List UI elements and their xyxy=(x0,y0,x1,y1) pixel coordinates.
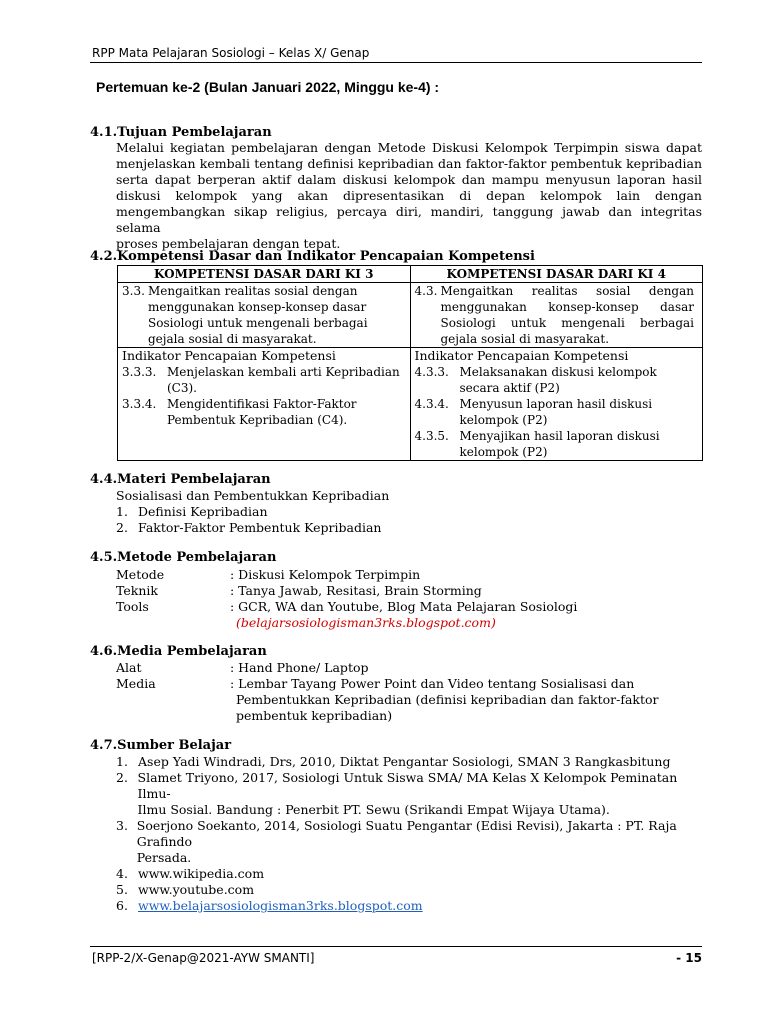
kv-value: : Lembar Tayang Power Point dan Video tentang Sosialisasi dan xyxy=(230,676,635,691)
ipk-text: Pembentuk Kepribadian (C4). xyxy=(167,413,348,427)
kv-value-cont: Pembentukkan Kepribadian (definisi kepribadian dan faktor-faktor xyxy=(236,692,659,707)
list-number: 2. xyxy=(116,770,128,785)
sumber-list xyxy=(116,754,702,914)
kv-value: : Diskusi Kelompok Terpimpin xyxy=(230,567,421,582)
kd3-cell xyxy=(118,283,411,348)
ipk-number: 4.3.4. xyxy=(414,397,449,411)
ipk-right-cell xyxy=(410,348,703,461)
kd4-header: KOMPETENSI DASAR DARI KI 4 xyxy=(410,266,703,283)
list-text: www.wikipedia.com xyxy=(138,866,265,881)
kd4-item xyxy=(415,283,699,347)
kd4-line: menggunakan konsep-konsep dasar xyxy=(440,300,694,314)
kv-row xyxy=(116,615,577,631)
blog-url-text: (belajarsosiologisman3rks.blogspot.com) xyxy=(236,615,496,630)
list-item xyxy=(116,770,702,818)
ipk-number: 3.3.4. xyxy=(122,397,157,411)
materi-list xyxy=(116,488,389,536)
list-text: Definisi Kepribadian xyxy=(138,504,268,519)
kv-key: Media xyxy=(116,676,156,691)
list-item xyxy=(116,818,702,866)
ipk-number: 4.3.3. xyxy=(414,365,449,379)
kd3-item xyxy=(122,283,406,347)
ipk-text: (C3). xyxy=(167,381,197,395)
ipk-item xyxy=(122,396,406,428)
paragraph-line: proses pembelajaran dengan tepat. xyxy=(116,236,341,251)
list-item xyxy=(116,866,702,882)
ipk-number: 3.3.3. xyxy=(122,365,157,379)
paragraph-line: mengembangkan sikap religius, percaya diri, mandiri, tanggung jawab dan integritas selama xyxy=(116,204,702,235)
list-text: Soerjono Soekanto, 2014, Sosiologi Suatu Pengantar (Edisi Revisi), Jakarta : PT. Raja Grafindo xyxy=(136,818,677,849)
footer-rule xyxy=(90,946,702,947)
list-number: 1. xyxy=(116,754,128,769)
ipk-item xyxy=(415,428,699,460)
kv-row xyxy=(116,692,659,708)
kd4-line: Mengaitkan realitas sosial dengan xyxy=(440,284,694,298)
footer-left: [RPP-2/X-Genap@2021-AYW SMANTI] xyxy=(92,951,315,965)
paragraph-line: menjelaskan kembali tentang definisi kepribadian dan faktor-faktor pembentuk kepribadian xyxy=(116,156,702,171)
ipk-text: Menyajikan hasil laporan diskusi xyxy=(459,429,660,443)
kv-row xyxy=(116,676,659,692)
ipk-left-cell xyxy=(118,348,411,461)
metode-table xyxy=(116,567,577,631)
kv-row xyxy=(116,583,577,599)
list-number: 6. xyxy=(116,898,128,913)
media-table xyxy=(116,660,659,724)
ipk-item xyxy=(122,364,406,396)
list-item xyxy=(116,882,702,898)
kv-value: : GCR, WA dan Youtube, Blog Mata Pelajaran Sosiologi xyxy=(230,599,578,614)
list-number: 3. xyxy=(116,818,128,833)
section-4-7-title: 4.7.Sumber Belajar xyxy=(90,738,232,753)
list-text: Persada. xyxy=(136,850,192,865)
ipk-text: Mengidentifikasi Faktor-Faktor xyxy=(167,397,357,411)
list-text: Faktor-Faktor Pembentuk Kepribadian xyxy=(138,520,382,535)
section-4-5-title: 4.5.Metode Pembelajaran xyxy=(90,550,277,565)
ipk-text: secara aktif (P2) xyxy=(459,381,560,395)
ipk-item xyxy=(415,396,699,428)
list-item xyxy=(116,754,702,770)
ipk-left-title: Indikator Pencapaian Kompetensi xyxy=(122,348,336,363)
kv-key: Teknik xyxy=(116,583,158,598)
competency-table xyxy=(117,265,703,461)
ipk-text: Melaksanakan diskusi kelompok xyxy=(459,365,657,379)
section-4-4-title: 4.4.Materi Pembelajaran xyxy=(90,472,271,487)
list-item xyxy=(116,504,389,520)
kd3-line: menggunakan konsep-konsep dasar xyxy=(148,300,367,314)
paragraph-line: diskusi kelompok yang akan dipresentasikan di depan kelompok lain dengan xyxy=(116,188,702,203)
list-number: 5. xyxy=(116,882,128,897)
list-number: 4. xyxy=(116,866,128,881)
ipk-text: Menyusun laporan hasil diskusi xyxy=(459,397,653,411)
list-text: www.youtube.com xyxy=(138,882,255,897)
list-text: Ilmu Sosial. Bandung : Penerbit PT. Sewu (Srikandi Empat Wijaya Utama). xyxy=(137,802,610,817)
ipk-text: kelompok (P2) xyxy=(459,445,548,459)
kd4-number: 4.3. xyxy=(414,284,438,298)
kd3-line: Sosiologi untuk mengenali berbagai xyxy=(148,316,368,330)
kv-row xyxy=(116,708,659,724)
section-4-1-paragraph xyxy=(116,140,702,252)
list-text: Slamet Triyono, 2017, Sosiologi Untuk Siswa SMA/ MA Kelas X Kelompok Peminatan Ilmu- xyxy=(137,770,678,801)
kv-row xyxy=(116,599,577,615)
section-4-2-title: 4.2.Kompetensi Dasar dan Indikator Pencapaian Kompetensi xyxy=(90,249,535,264)
materi-intro: Sosialisasi dan Pembentukkan Kepribadian xyxy=(116,488,390,503)
kd4-cell xyxy=(410,283,703,348)
kv-key: Alat xyxy=(116,660,142,675)
page-number: - 15 xyxy=(676,951,702,965)
kv-row xyxy=(116,660,659,676)
header-rule xyxy=(90,62,702,63)
kv-value: : Hand Phone/ Laptop xyxy=(230,660,369,675)
kv-value: : Tanya Jawab, Resitasi, Brain Storming xyxy=(230,583,482,598)
list-number: 1. xyxy=(116,504,128,519)
paragraph-line: Melalui kegiatan pembelajaran dengan Metode Diskusi Kelompok Terpimpin siswa dapat xyxy=(116,140,702,155)
kd4-line: Sosiologi untuk mengenali berbagai xyxy=(440,316,694,330)
list-item xyxy=(116,520,389,536)
list-text: Asep Yadi Windradi, Drs, 2010, Diktat Pengantar Sosiologi, SMAN 3 Rangkasbitung xyxy=(138,754,671,769)
kd4-line: gejala sosial di masyarakat. xyxy=(440,332,610,346)
ipk-item xyxy=(415,364,699,396)
ipk-text: kelompok (P2) xyxy=(459,413,548,427)
kd3-line: Mengaitkan realitas sosial dengan xyxy=(148,284,358,298)
ipk-right-title: Indikator Pencapaian Kompetensi xyxy=(414,348,629,363)
blog-link[interactable]: www.belajarsosiologisman3rks.blogspot.com xyxy=(138,898,423,913)
kd3-header: KOMPETENSI DASAR DARI KI 3 xyxy=(118,266,411,283)
list-number: 2. xyxy=(116,520,128,535)
ipk-text: Menjelaskan kembali arti Kepribadian xyxy=(167,365,400,379)
paragraph-line: serta dapat berperan aktif dalam diskusi kelompok dan mampu menyusun laporan hasil xyxy=(116,172,702,187)
kd3-line: gejala sosial di masyarakat. xyxy=(148,332,317,346)
kd3-number: 3.3. xyxy=(122,284,145,298)
list-item xyxy=(116,898,702,914)
section-4-1-title: 4.1.Tujuan Pembelajaran xyxy=(90,125,272,140)
kv-key: Tools xyxy=(116,599,149,614)
meeting-heading: Pertemuan ke-2 (Bulan Januari 2022, Minggu ke-4) : xyxy=(96,79,440,95)
kv-key: Metode xyxy=(116,567,165,582)
ipk-number: 4.3.5. xyxy=(414,429,449,443)
section-4-6-title: 4.6.Media Pembelajaran xyxy=(90,644,267,659)
running-header: RPP Mata Pelajaran Sosiologi – Kelas X/ Genap xyxy=(92,46,370,60)
kv-value-cont: pembentuk kepribadian) xyxy=(236,708,393,723)
kv-row xyxy=(116,567,577,583)
